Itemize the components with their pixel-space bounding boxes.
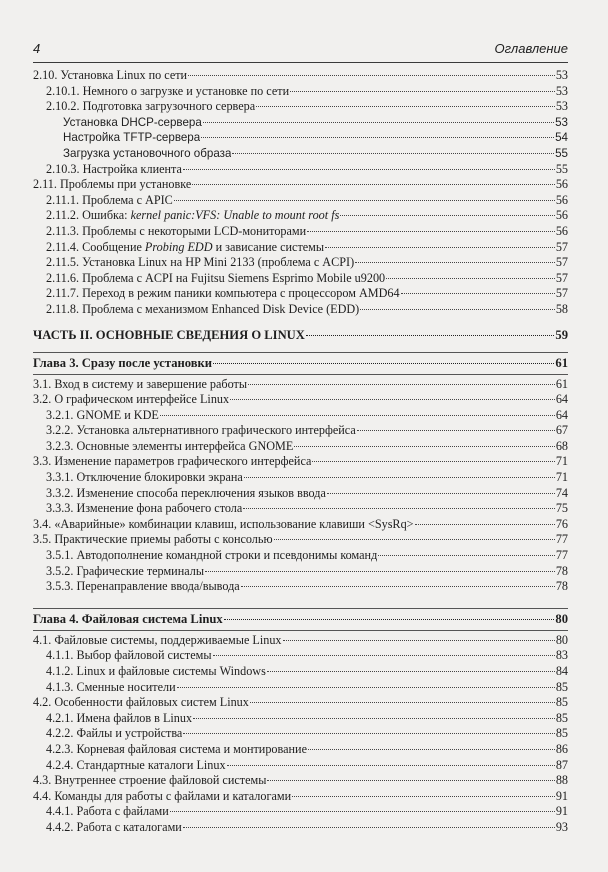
toc-entry[interactable]: 4.2.2. Файлы и устройства 85 [46,726,568,741]
toc-entry[interactable]: 4.2.1. Имена файлов в Linux 85 [46,710,568,725]
toc-entry[interactable]: 4.2. Особенности файловых систем Linux 85 [33,695,568,710]
toc-entry[interactable]: 3.2.2. Установка альтернативного графического интерфейса 67 [46,423,568,438]
dot-leader [325,247,555,248]
dot-leader [250,702,555,703]
toc-entry[interactable]: 3.3. Изменение параметров графического интерфейса 71 [33,454,568,469]
toc-page-number: 77 [555,548,568,563]
toc-page-number: 57 [555,255,568,270]
toc-entry[interactable]: 3.3.3. Изменение фона рабочего стола 75 [46,501,568,516]
page-number: 4 [33,41,41,56]
dot-leader [327,493,555,494]
toc-page-number: 57 [555,239,568,254]
dot-leader [241,586,555,587]
toc-entry[interactable]: 2.11.5. Установка Linux на HP Mini 2133 (проблема с ACPI) 57 [46,255,568,270]
chapter-rule [33,608,568,609]
dot-leader [244,477,555,478]
dot-leader [193,718,555,719]
dot-leader [306,335,555,336]
toc-page-number: 78 [555,579,568,594]
header-rule [33,62,568,63]
toc-page-number: 85 [555,726,568,741]
toc-page-number: 78 [555,563,568,578]
dot-leader [340,215,554,216]
dot-leader [307,231,555,232]
toc-entry[interactable]: 3.4. «Аварийные» комбинации клавиш, использование клавиши <SysRq> 76 [33,516,568,531]
toc-entry[interactable]: 2.10.2. Подготовка загрузочного сервера 53 [46,99,568,114]
toc-entry[interactable]: 3.5.3. Перенаправление ввода/вывода 78 [46,579,568,594]
dot-leader [230,399,555,400]
toc-entry[interactable]: 4.4.2. Работа с каталогами 93 [46,819,568,834]
toc-page-number: 56 [555,192,568,207]
table-of-contents [33,68,568,836]
toc-entry[interactable]: Установка DHCP-сервера 53 [63,115,568,129]
toc-page-number: 80 [555,611,568,626]
toc-entry[interactable]: 2.11.6. Проблема с ACPI на Fujitsu Siemens Esprimo Mobile u9200 57 [46,270,568,285]
toc-entry[interactable]: 2.11.1. Проблема с APIC 56 [46,192,568,207]
toc-entry[interactable]: 3.5.2. Графические терминалы 78 [46,563,568,578]
chapter-rule [33,374,568,375]
toc-page-number: 55 [555,161,568,176]
toc-page-number: 61 [555,355,568,370]
dot-leader [170,811,555,812]
toc-page-number: 57 [555,286,568,301]
toc-page-number: 56 [555,223,568,238]
header-title: Оглавление [494,41,568,56]
dot-leader [213,363,554,364]
toc-page-number: 64 [555,392,568,407]
dot-leader [174,200,555,201]
toc-entry[interactable]: 2.11.2. Ошибка: kernel panic:VFS: Unable to mount root fs 56 [46,208,568,223]
dot-leader [203,122,554,123]
toc-entry[interactable]: 3.2. О графическом интерфейсе Linux 64 [33,392,568,407]
toc-entry[interactable]: 2.11.7. Переход в режим паники компьютера с процессором AMD64 57 [46,286,568,301]
toc-page-number: 54 [555,131,568,145]
dot-leader [308,749,555,750]
toc-entry[interactable]: 4.2.4. Стандартные каталоги Linux 87 [46,757,568,772]
toc-entry[interactable]: 4.3. Внутреннее строение файловой системы 88 [33,773,568,788]
dot-leader [227,765,555,766]
toc-page-number: 53 [555,99,568,114]
toc-entry[interactable]: 3.5.1. Автодополнение командной строки и псевдонимы команд 77 [46,548,568,563]
dot-leader [192,184,555,185]
dot-leader [183,733,554,734]
toc-part-heading[interactable]: ЧАСТЬ II. ОСНОВНЫЕ СВЕДЕНИЯ О LINUX 59 [33,327,568,342]
toc-page-number: 67 [555,423,568,438]
dot-leader [294,446,554,447]
toc-page-number: 59 [555,327,568,342]
toc-entry[interactable]: Загрузка установочного образа 55 [63,146,568,160]
toc-entry[interactable]: 2.11.8. Проблема с механизмом Enhanced Disk Device (EDD) 58 [46,301,568,316]
toc-page-number: 61 [555,376,568,391]
toc-page-number: 55 [555,146,568,160]
toc-page-number: 56 [555,177,568,192]
toc-page-number: 53 [555,115,568,129]
toc-page-number: 75 [555,501,568,516]
toc-entry[interactable]: Настройка TFTP-сервера 54 [63,131,568,145]
toc-page-number: 71 [555,454,568,469]
toc-entry[interactable]: 2.10. Установка Linux по сети 53 [33,68,568,82]
toc-page-number: 85 [555,695,568,710]
toc-page-number: 74 [555,485,568,500]
toc-page-number: 85 [555,679,568,694]
toc-page-number: 91 [555,788,568,803]
dot-leader [357,430,555,431]
dot-leader [243,508,555,509]
toc-page-number: 56 [555,208,568,223]
dot-leader [248,384,555,385]
toc-page-number: 91 [555,804,568,819]
toc-page-number: 80 [555,632,568,647]
dot-leader [360,309,555,310]
running-header [33,41,568,57]
toc-page-number: 84 [555,664,568,678]
toc-page-number: 88 [555,773,568,788]
toc-page-number: 76 [555,516,568,531]
toc-entry[interactable]: 2.10.1. Немного о загрузке и установке по сети 53 [46,83,568,98]
toc-entry[interactable]: 4.1.2. Linux и файловые системы Windows 84 [46,664,568,678]
toc-page-number: 68 [555,438,568,453]
toc-page-number: 93 [555,819,568,834]
dot-leader [205,571,555,572]
toc-page-number: 58 [555,301,568,316]
toc-page-number: 53 [555,68,568,82]
dot-leader [232,153,554,154]
toc-entry[interactable]: 3.5. Практические приемы работы с консолью 77 [33,532,568,547]
toc-entry[interactable]: 2.10.3. Настройка клиента 55 [46,161,568,176]
dot-leader [188,75,555,76]
toc-page-number: 85 [555,710,568,725]
toc-entry[interactable]: 4.1. Файловые системы, поддерживаемые Linux 80 [33,632,568,647]
dot-leader [386,278,555,279]
toc-page-number: 86 [555,741,568,756]
toc-chapter-heading[interactable]: Глава 4. Файловая система Linux 80 [33,611,568,626]
toc-entry[interactable]: 4.4. Команды для работы с файлами и каталогами 91 [33,788,568,803]
chapter-rule [33,630,568,631]
dot-leader [224,619,555,620]
toc-page-number: 77 [555,532,568,547]
toc-entry[interactable]: 3.3.2. Изменение способа переключения языков ввода 74 [46,485,568,500]
chapter-rule [33,352,568,353]
dot-leader [160,415,555,416]
dot-leader [201,137,554,138]
dot-leader [183,169,555,170]
dot-leader [355,262,555,263]
toc-entry[interactable]: 3.2.3. Основные элементы интерфейса GNOME 68 [46,438,568,453]
dot-leader [177,687,555,688]
toc-chapter-heading[interactable]: Глава 3. Сразу после установки 61 [33,355,568,370]
dot-leader [312,461,554,462]
dot-leader [213,655,555,656]
dot-leader [267,671,555,672]
toc-page-number: 87 [555,757,568,772]
dot-leader [274,539,555,540]
toc-page-number: 53 [555,83,568,98]
toc-entry[interactable]: 3.2.1. GNOME и KDE 64 [46,407,568,422]
toc-page-number: 83 [555,648,568,663]
toc-page-number: 57 [555,270,568,285]
dot-leader [401,293,555,294]
dot-leader [267,780,554,781]
dot-leader [183,827,555,828]
dot-leader [256,106,555,107]
toc-entry[interactable]: 3.3.1. Отключение блокировки экрана 71 [46,470,568,485]
toc-entry[interactable]: 4.1.3. Сменные носители 85 [46,679,568,694]
dot-leader [378,555,555,556]
toc-entry[interactable]: 2.11.4. Сообщение Probing EDD и зависание системы 57 [46,239,568,254]
toc-entry[interactable]: 4.1.1. Выбор файловой системы 83 [46,648,568,663]
toc-entry[interactable]: 2.11. Проблемы при установке 56 [33,177,568,192]
dot-leader [290,91,555,92]
toc-entry[interactable]: 3.1. Вход в систему и завершение работы 61 [33,376,568,391]
dot-leader [415,524,555,525]
dot-leader [283,640,555,641]
toc-page-number: 64 [555,407,568,422]
toc-page-number: 71 [555,470,568,485]
toc-entry[interactable]: 2.11.3. Проблемы с некоторыми LCD-мониторами 56 [46,223,568,238]
dot-leader [292,796,555,797]
toc-entry[interactable]: 4.4.1. Работа с файлами 91 [46,804,568,819]
toc-entry[interactable]: 4.2.3. Корневая файловая система и монтирование 86 [46,741,568,756]
